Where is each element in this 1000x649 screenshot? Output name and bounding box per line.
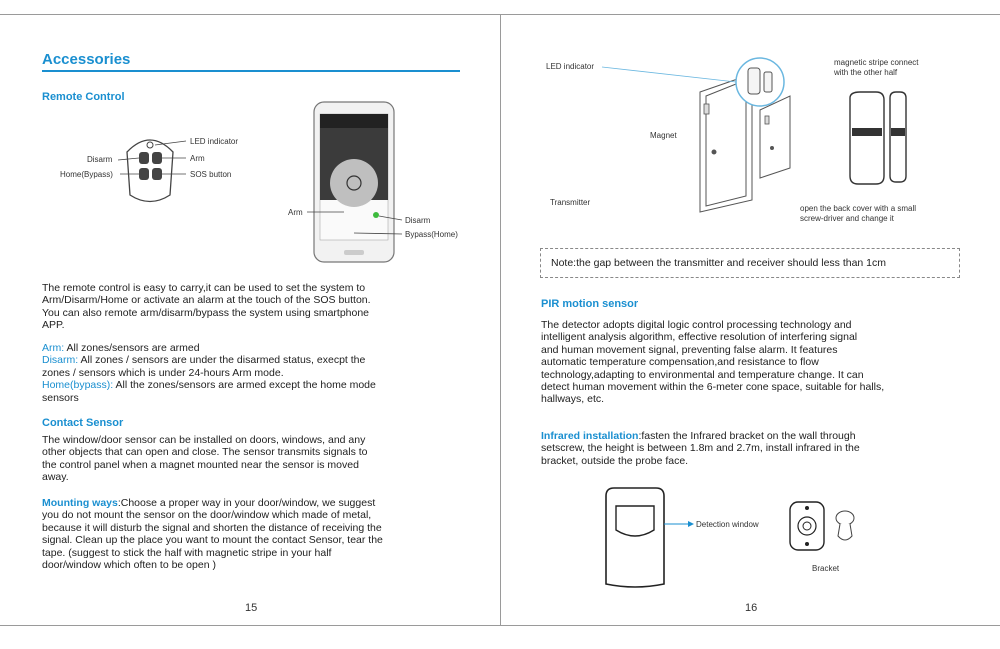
text-line: tape. (suggest to stick the half with magnetic stripe in your half xyxy=(42,546,332,559)
disarm-term: Disarm: xyxy=(42,354,79,367)
remote-control-heading: Remote Control xyxy=(42,91,125,103)
home-desc-cont: sensors xyxy=(42,391,79,404)
magnetic-stripe-label: magnetic stripe connect xyxy=(834,58,919,67)
page-number-left: 15 xyxy=(245,602,258,614)
text-line: the control panel when a magnet mounted near the sensor is moved xyxy=(42,458,359,471)
home-bypass-label: Home(Bypass) xyxy=(60,170,113,179)
mounting-first-line: :Choose a proper way in your door/window, we suggest xyxy=(117,497,376,509)
text-line: intelligent analysis algorithm, effective resolution of interfering signal xyxy=(541,331,858,344)
text-line: The remote control is easy to carry,it can be used to set the system to xyxy=(42,282,366,294)
text-line: technology,adapting to environmental and temperature change. It can xyxy=(541,368,864,381)
right-led-label: LED indicator xyxy=(546,62,595,71)
text-line: other objects that can open and close. The sensor transmits signals to xyxy=(42,446,368,459)
home-term: Home(bypass): xyxy=(42,379,114,392)
phone-arm-label: Arm xyxy=(288,208,303,217)
text-line: APP. xyxy=(42,319,65,332)
text-line: because it will disturb the signal and shorten the distance of receiving the xyxy=(42,521,382,534)
home-desc: All the zones/sensors are armed except the home mode xyxy=(115,379,376,392)
text-line: setscrew, the height is between 1.8m and 2.7m, install infrared in the xyxy=(541,442,860,455)
contact-sensor-heading: Contact Sensor xyxy=(42,417,124,429)
arm-term: Arm: xyxy=(42,342,65,354)
arm-label: Arm xyxy=(190,154,205,163)
phone-disarm-label: Disarm xyxy=(405,216,431,225)
text-line: automatic temperature compensation,and resistance to flow xyxy=(541,356,819,369)
magnet-label: Magnet xyxy=(650,131,677,140)
accessories-title: Accessories xyxy=(42,51,131,68)
infrared-first-line: :fasten the Infrared bracket on the wall through xyxy=(638,430,856,442)
text-line: away. xyxy=(42,471,69,484)
text-line: and human movement signal, preventing false alarm. It features xyxy=(541,343,838,356)
bracket-label: Bracket xyxy=(812,564,840,573)
disarm-label: Disarm xyxy=(87,155,113,164)
page-number-right: 16 xyxy=(745,602,758,614)
back-cover-label-2: screw-driver and change it xyxy=(800,214,894,223)
pir-heading: PIR motion sensor xyxy=(541,298,639,310)
led-indicator-label: LED indicator xyxy=(190,137,239,146)
phone-bypass-label: Bypass(Home) xyxy=(405,230,458,239)
text-line: The window/door sensor can be installed on doors, windows, and any xyxy=(42,434,366,446)
back-cover-label: open the back cover with a small xyxy=(800,204,917,213)
text-line: You can also remote arm/disarm/bypass the system using smartphone xyxy=(42,306,370,319)
detection-window-label: Detection window xyxy=(696,520,759,529)
text-line: hallways, etc. xyxy=(541,393,605,406)
text-line: detect human movement within the 6-meter cone space, suitable for halls, xyxy=(541,381,885,394)
text-line: signal. Clean up the place you want to mount the contact Sensor, tear the xyxy=(42,534,383,547)
gap-note: Note:the gap between the transmitter and receiver should less than 1cm xyxy=(540,248,960,278)
text-line: Arm/Disarm/Home or activate an alarm at the touch of the SOS button. xyxy=(42,294,371,307)
magnetic-stripe-label-2: with the other half xyxy=(834,68,898,77)
arm-desc: All zones/sensors are armed xyxy=(66,342,200,354)
pir-sensor xyxy=(606,488,664,587)
text-line: bracket, outside the probe face. xyxy=(541,454,689,467)
text-line: you do not mount the sensor on the door/window which made of metal, xyxy=(42,509,372,522)
mounting-term: Mounting ways xyxy=(42,497,118,509)
text-line: The detector adopts digital logic control processing technology and xyxy=(541,319,852,331)
disarm-desc-cont: zones / sensors which is under 24-hours Arm mode. xyxy=(42,366,284,379)
infrared-term: Infrared installation xyxy=(541,430,639,442)
text-line: door/window which often to be open ) xyxy=(42,559,216,572)
sos-button-label: SOS button xyxy=(190,170,232,179)
disarm-desc: All zones / sensors are under the disarmed status, execpt the xyxy=(80,354,366,367)
transmitter-label: Transmitter xyxy=(550,198,591,207)
bracket xyxy=(790,502,854,550)
